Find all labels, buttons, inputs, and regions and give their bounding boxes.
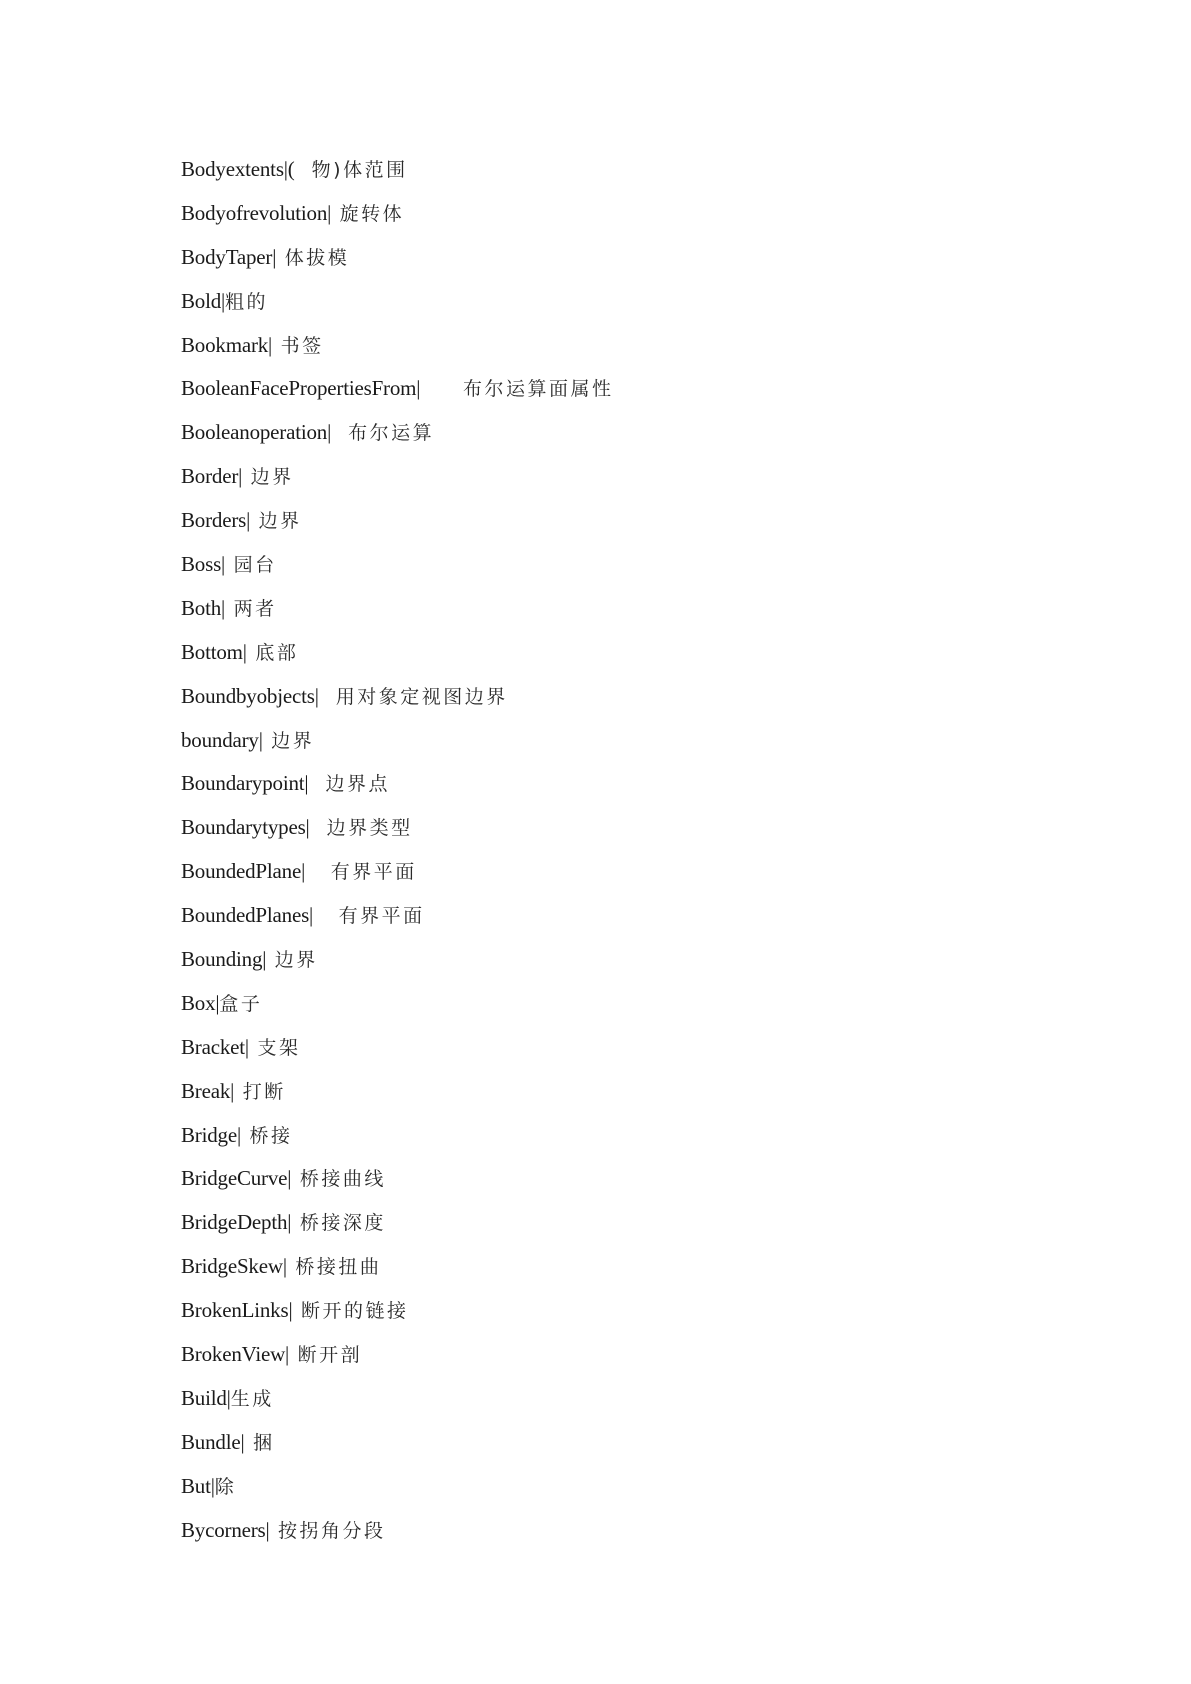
entry-translation: 边界类型 [309,817,413,840]
entry-term: Boundarypoint| [181,771,309,796]
glossary-entry [181,280,614,324]
glossary-entry [181,938,614,982]
entry-term: BridgeDepth| [181,1210,292,1235]
glossary-entry [181,148,614,192]
entry-term: Borders| [181,508,251,533]
entry-translation: 物)体范围 [294,159,408,181]
entry-translation: 底部 [246,641,299,664]
entry-term: Bridge| [181,1122,241,1147]
entry-term: BrokenLinks| [181,1298,293,1323]
glossary-entry [181,455,614,499]
entry-translation: 布尔运算 [331,422,435,445]
entry-translation: 旋转体 [331,202,405,225]
entry-term: BodyTaper| [181,244,277,269]
entry-translation: 断开剖 [289,1344,363,1367]
glossary-entry [181,587,614,631]
entry-term: Boundbyobjects| [181,683,319,708]
entry-term: Bottom| [181,639,247,664]
entry-term: Booleanoperation| [181,420,332,445]
entry-translation: 体拔模 [276,246,350,269]
entry-translation: 有界平面 [313,905,425,928]
entry-term: Bookmark| [181,332,273,357]
glossary-entry [181,1465,614,1509]
entry-translation: 除 [214,1475,237,1498]
glossary-entry [181,762,614,806]
entry-term: BoundedPlane| [181,859,306,884]
glossary-entry [181,1377,614,1421]
entry-translation: 桥接 [240,1124,293,1147]
entry-term: But| [181,1473,215,1498]
glossary-entry [181,675,614,719]
entry-translation: 有界平面 [305,861,417,884]
entry-term: Bodyextents|( [181,157,295,181]
entry-term: Build| [181,1385,231,1410]
glossary-entry [181,1114,614,1158]
entry-term: Boundarytypes| [181,815,310,840]
glossary-entry [181,982,614,1026]
glossary-entry [181,850,614,894]
entry-translation: 用对象定视图边界 [318,685,508,708]
entry-term: Boss| [181,552,226,577]
entry-term: Border| [181,464,243,489]
glossary-entry [181,1245,614,1289]
entry-term: BoundedPlanes| [181,903,314,928]
entry-translation: 生成 [230,1387,274,1410]
entry-translation: 捆 [244,1431,275,1454]
entry-translation: 园台 [225,554,277,577]
entry-term: Bodyofrevolution| [181,200,332,225]
glossary-entry [181,324,614,368]
glossary-entry [181,1026,614,1070]
entry-translation: 按拐角分段 [269,1519,386,1542]
entry-term: BooleanFacePropertiesFrom| [181,376,421,401]
entry-term: Bounding| [181,947,267,972]
glossary-entry [181,543,614,587]
entry-term: Box| [181,990,220,1015]
glossary-list [181,148,614,1553]
entry-translation: 桥接深度 [291,1212,386,1235]
entry-term: BridgeCurve| [181,1166,292,1191]
glossary-entry [181,1289,614,1333]
glossary-entry [181,806,614,850]
entry-term: Bundle| [181,1429,245,1454]
entry-translation: 打断 [234,1080,286,1103]
entry-term: BridgeSkew| [181,1254,287,1279]
glossary-entry [181,1157,614,1201]
entry-translation: 粗的 [225,290,269,313]
entry-translation: 布尔运算面属性 [420,378,614,401]
entry-term: Break| [181,1078,235,1103]
entry-translation: 支架 [248,1036,301,1059]
entry-translation: 边界 [250,510,302,533]
glossary-entry [181,1333,614,1377]
entry-term: Bracket| [181,1034,249,1059]
glossary-entry [181,236,614,280]
entry-translation: 两者 [225,597,277,620]
entry-term: BrokenView| [181,1342,290,1367]
entry-translation: 边界 [266,949,318,972]
entry-term: Both| [181,595,226,620]
glossary-entry [181,894,614,938]
entry-term: Bold| [181,288,226,313]
glossary-entry [181,192,614,236]
glossary-entry [181,1201,614,1245]
entry-term: Bycorners| [181,1517,270,1542]
entry-translation: 桥接扭曲 [286,1256,382,1279]
glossary-entry [181,631,614,675]
entry-translation: 盒子 [219,992,263,1015]
glossary-entry [181,1421,614,1465]
entry-translation: 边界 [242,466,294,489]
glossary-entry [181,499,614,543]
glossary-entry [181,411,614,455]
glossary-entry [181,1509,614,1553]
glossary-entry [181,367,614,411]
entry-term: boundary| [181,727,263,752]
entry-translation: 边界点 [308,773,390,796]
entry-translation: 桥接曲线 [291,1168,386,1191]
entry-translation: 断开的链接 [292,1300,409,1323]
glossary-entry [181,1070,614,1114]
entry-translation: 书签 [272,334,324,357]
glossary-entry [181,719,614,763]
entry-translation: 边界 [262,729,315,752]
